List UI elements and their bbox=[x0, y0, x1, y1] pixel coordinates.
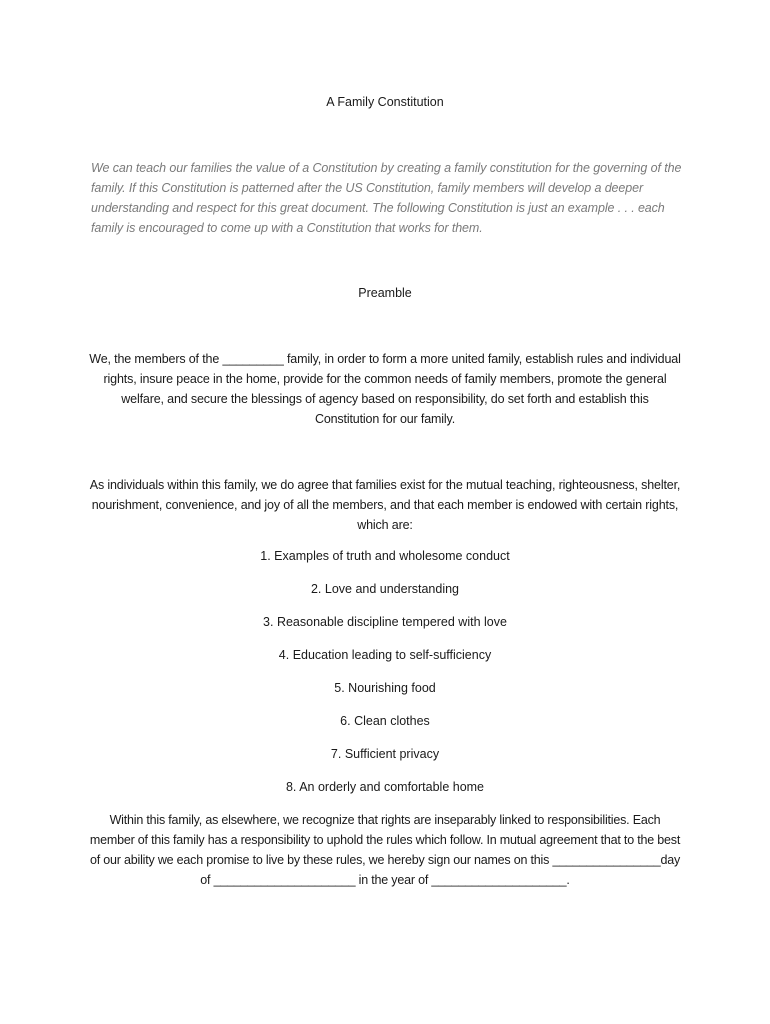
preamble-heading: Preamble bbox=[358, 286, 412, 300]
rights-list-item: 8. An orderly and comfortable home bbox=[285, 780, 485, 794]
rights-list-item: 2. Love and understanding bbox=[310, 582, 460, 596]
preamble-paragraph: We, the members of the _________ family, in order to form a more united family, establish rules and individual rights, insure peace in the home, provide for the common needs of family members, promote the general welfare, and secure the blessings of agency based on responsibility, do set forth and establish this Constitution for our family. bbox=[89, 352, 681, 426]
rights-list bbox=[0, 548, 770, 812]
intro-paragraph: We can teach our families the value of a Constitution by creating a family constitution for the governing of the family. If this Constitution is patterned after the US Constitution, family members will develop a deeper understanding and respect for this great document. The following Constitution is just an example . . . each family is encouraged to come up with a Constitution that works for them. bbox=[91, 161, 682, 235]
rights-list-item: 1. Examples of truth and wholesome conduct bbox=[260, 549, 510, 563]
rights-list-item: 6. Clean clothes bbox=[340, 714, 430, 728]
document-title: A Family Constitution bbox=[326, 95, 444, 109]
rights-list-item: 5. Nourishing food bbox=[334, 681, 436, 695]
rights-intro-paragraph: As individuals within this family, we do agree that families exist for the mutual teaching, righteousness, shelter, nourishment, convenience, and joy of all the members, and that each member is endowed with certain rights, which are: bbox=[89, 478, 681, 532]
rights-list-item: 7. Sufficient privacy bbox=[330, 747, 440, 761]
rights-list-item: 3. Reasonable discipline tempered with love bbox=[263, 615, 507, 629]
closing-paragraph: Within this family, as elsewhere, we recognize that rights are inseparably linked to responsibilities. Each member of this family has a responsibility to uphold the rules which follow. In mutual agreement that to the best of our ability we each promise to live by these rules, we hereby sign our names on this ________________day of _____________________ in the year of ____________________. bbox=[89, 813, 681, 887]
rights-list-item: 4. Education leading to self-sufficiency bbox=[278, 648, 492, 662]
